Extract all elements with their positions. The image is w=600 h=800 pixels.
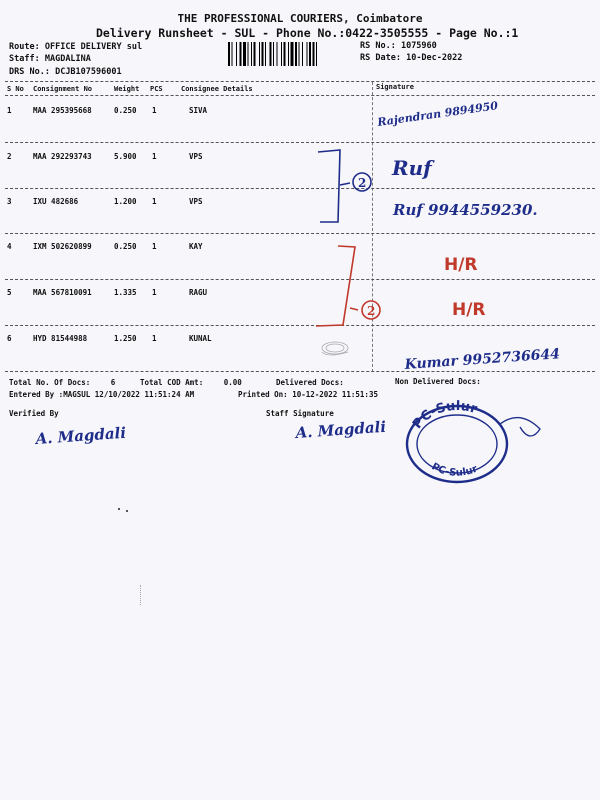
row-sno: 5 — [7, 288, 12, 297]
row-sno: 3 — [7, 197, 12, 206]
scan-speck — [118, 508, 120, 510]
scan-speck — [126, 510, 128, 512]
row-rule — [5, 233, 595, 234]
row-consignment: MAA 292293743 — [33, 152, 92, 161]
non-delivered-label: Non Delivered Docs: — [395, 377, 481, 386]
row-consignee: VPS — [189, 197, 203, 206]
row-pcs: 1 — [152, 242, 157, 251]
row-rule — [5, 188, 595, 189]
bracket-rows-2-3 — [318, 150, 371, 222]
row-consignment: IXU 482686 — [33, 197, 79, 206]
row-weight: 0.250 — [114, 106, 137, 115]
row-weight: 5.900 — [114, 152, 137, 161]
route-line — [9, 42, 142, 52]
row-pcs: 1 — [152, 197, 157, 206]
rs-no-label: RS No.: — [360, 41, 396, 51]
row-consignee: KAY — [189, 242, 203, 251]
verifier-signature: A. Magdali — [35, 423, 127, 448]
rs-date-line — [360, 53, 462, 63]
row-rule — [5, 325, 595, 326]
rs-date-label: RS Date: — [360, 53, 401, 63]
col-consignment: Consignment No — [33, 85, 93, 93]
staff-signature: A. Magdali — [295, 417, 387, 442]
svg-text:PC-Sulur — [430, 461, 480, 478]
col-consignee: Consignee Details — [181, 85, 253, 93]
row-weight: 1.200 — [114, 197, 137, 206]
route-label: Route: — [9, 42, 40, 52]
drs-value: DCJB107596001 — [55, 67, 122, 77]
office-stamp — [402, 398, 512, 482]
row-weight: 1.250 — [114, 334, 137, 343]
rs-no-value: 1075960 — [400, 41, 437, 51]
row-consignment: MAA 567810091 — [33, 288, 92, 297]
drs-line — [9, 67, 122, 77]
row-pcs: 1 — [152, 106, 157, 115]
row-rule — [5, 371, 595, 372]
staff-value: MAGDALINA — [44, 54, 91, 64]
row-sno: 6 — [7, 334, 12, 343]
row-consignee: RAGU — [189, 288, 208, 297]
verified-by-label: Verified By — [9, 409, 59, 418]
row-consignment: MAA 295395668 — [33, 106, 92, 115]
row-pcs: 1 — [152, 152, 157, 161]
entered-by-label: Entered By : — [9, 390, 64, 399]
stamp-bottom-text: PC-Sulur — [429, 461, 480, 479]
circle-mark-5 — [362, 301, 380, 319]
printed-on-line — [238, 390, 378, 399]
total-cod-value: 0.00 — [223, 378, 242, 387]
col-signature: Signature — [376, 83, 414, 91]
stamp-top-text: PC-Sulur — [410, 398, 479, 432]
row-rule — [5, 279, 595, 280]
row-weight: 1.335 — [114, 288, 137, 297]
row-consignee: KUNAL — [189, 334, 212, 343]
staff-line — [9, 54, 91, 64]
row-weight: 0.250 — [114, 242, 137, 251]
staff-label: Staff: — [9, 54, 40, 64]
mark-row-2: 2 — [358, 176, 367, 190]
staff-signature-label: Staff Signature — [266, 409, 334, 418]
signature-row-4: H/R — [444, 255, 478, 275]
col-sno: S No — [7, 85, 24, 93]
row-sno: 4 — [7, 242, 12, 251]
signature-column-divider — [372, 82, 373, 372]
signature-row-1: Rajendran 9894950 — [376, 99, 499, 129]
runsheet-subtitle: Delivery Runsheet - SUL - Phone No.:0422-3505555 - Page No.:1 — [96, 26, 519, 40]
thumbprint-smudge — [322, 342, 348, 355]
row-sno: 2 — [7, 152, 12, 161]
rs-date-value: 10-Dec-2022 — [406, 53, 463, 63]
rs-no-line — [360, 41, 437, 51]
row-consignee: VPS — [189, 152, 203, 161]
printed-on-value: 10-12-2022 11:51:35 — [292, 390, 378, 399]
row-consignment: IXM 502620899 — [33, 242, 92, 251]
signature-row-6: Kumar 9952736644 — [404, 346, 561, 373]
total-docs-value: 6 — [110, 378, 116, 387]
mark-row-5: 2 — [367, 304, 376, 318]
delivered-label: Delivered Docs: — [276, 378, 344, 387]
col-pcs: PCS — [150, 85, 163, 93]
row-pcs: 1 — [152, 334, 157, 343]
bracket-rows-4-5 — [316, 246, 380, 326]
row-sno: 1 — [7, 106, 12, 115]
printed-on-label: Printed On: — [238, 390, 288, 399]
total-docs-label: Total No. Of Docs: — [9, 378, 91, 387]
col-weight: Weight — [114, 85, 140, 93]
signature-row-5: H/R — [452, 300, 486, 320]
scan-speck — [140, 585, 142, 605]
company-title: THE PROFESSIONAL COURIERS, Coimbatore — [177, 12, 423, 25]
row-consignee: SIVA — [189, 106, 208, 115]
table-header-rule — [5, 95, 595, 96]
row-consignment: HYD 81544988 — [33, 334, 88, 343]
total-docs-line — [9, 378, 115, 387]
entered-by-value: MAGSUL 12/10/2022 11:51:24 AM — [63, 390, 195, 399]
total-cod-label: Total COD Amt: — [140, 378, 204, 387]
row-rule — [5, 142, 595, 143]
barcode — [228, 42, 354, 66]
drs-label: DRS No.: — [9, 67, 50, 77]
total-cod-line — [140, 378, 242, 387]
table-top-rule — [5, 81, 595, 82]
row-pcs: 1 — [152, 288, 157, 297]
signature-row-2: Ruf — [392, 156, 432, 180]
signature-row-3: Ruf 9944559230. — [393, 201, 538, 219]
svg-text:PC-Sulur — [410, 399, 479, 432]
route-value: OFFICE DELIVERY sul — [44, 42, 143, 52]
entered-by-line — [9, 390, 194, 399]
